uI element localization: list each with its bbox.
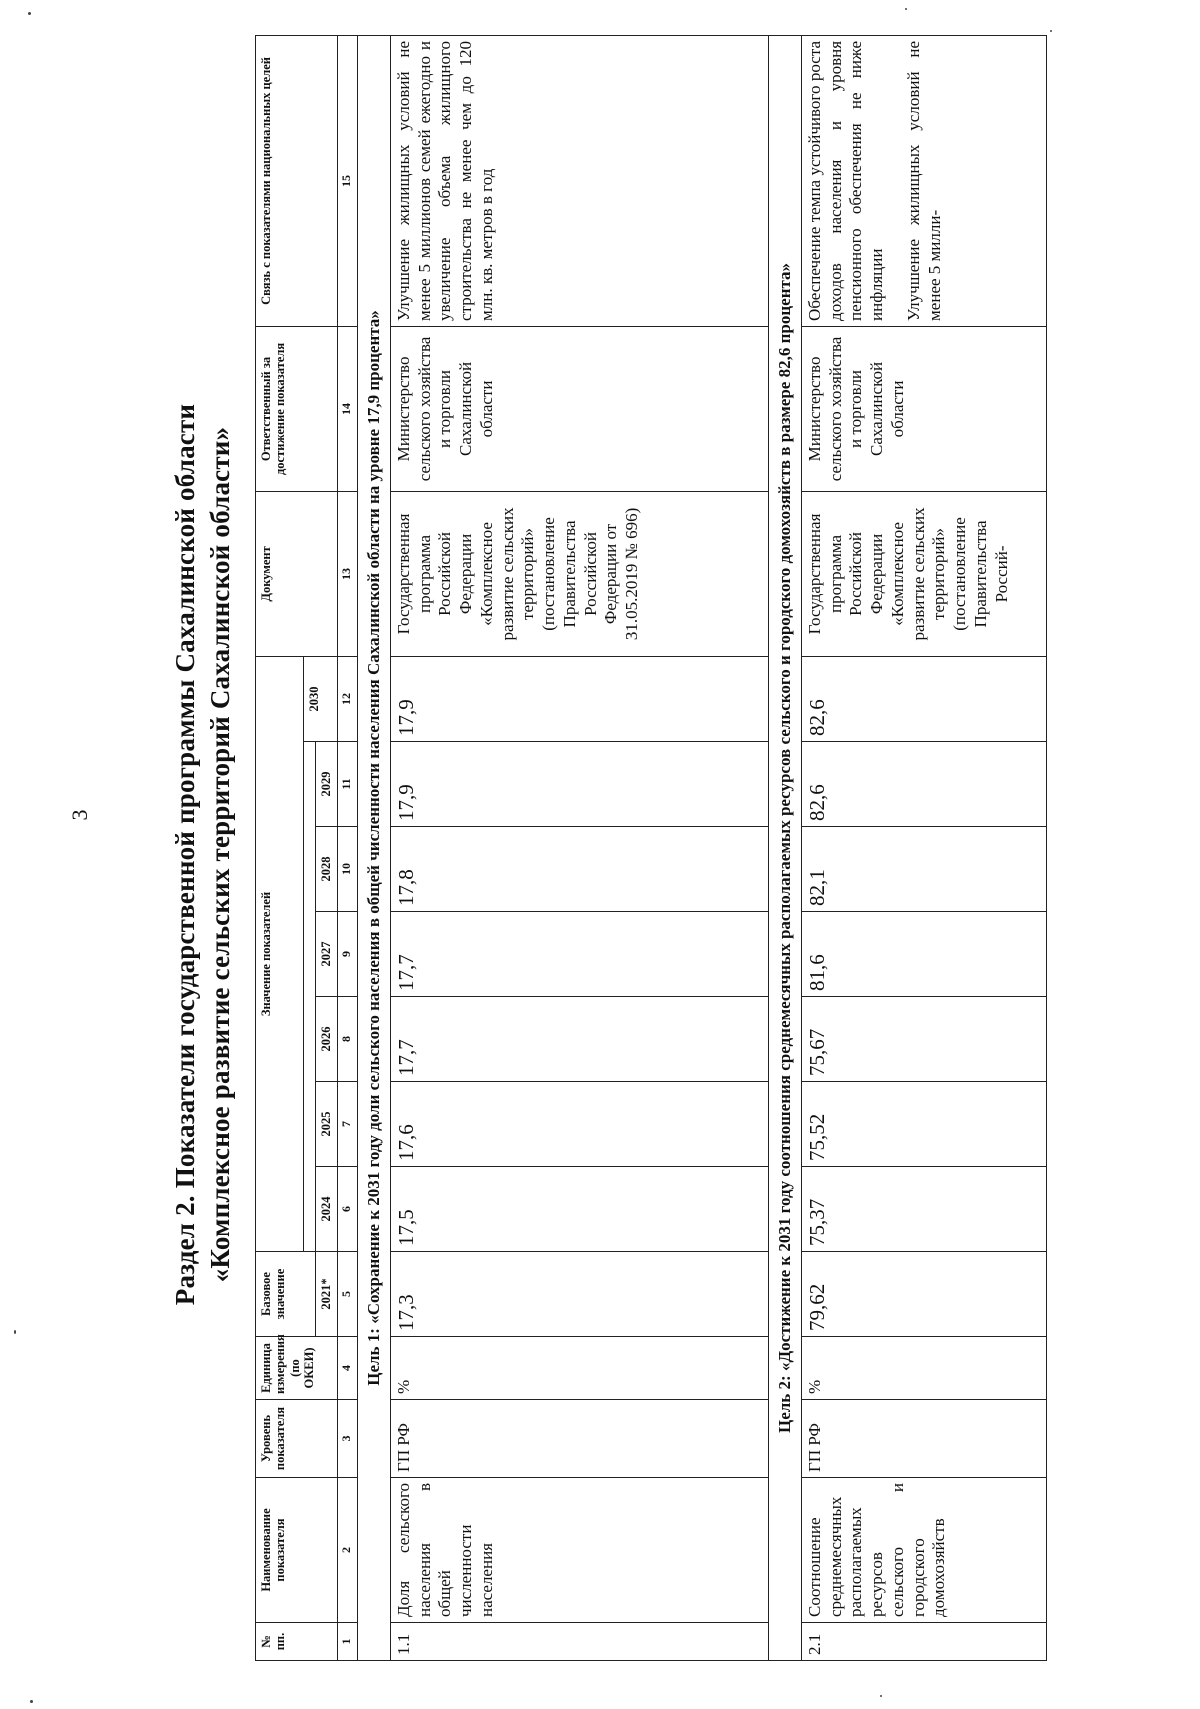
header-document: Документ	[256, 491, 338, 656]
header-year-2025: 2025	[316, 1082, 338, 1167]
value-2030: 17,9	[391, 656, 769, 741]
column-number: 2	[338, 1478, 358, 1623]
value-2027: 17,7	[391, 912, 769, 997]
row-num: 1.1	[391, 1623, 769, 1661]
value-2030: 82,6	[802, 656, 1047, 741]
column-number: 3	[338, 1400, 358, 1478]
table-row	[391, 35, 769, 1660]
indicator-level: ГП РФ	[802, 1400, 1047, 1478]
column-number: 9	[338, 912, 358, 997]
national-goal-link-1: Обеспечение темпа устойчивого роста доходов населения и уровня пенсионного обеспечения не ниже инфляции	[805, 40, 887, 321]
column-number: 10	[338, 827, 358, 912]
indicators-table	[255, 35, 1047, 1661]
responsible: Министерство сельского хозяйства и торговли Сахалинской области	[391, 326, 769, 491]
value-2029: 82,6	[802, 742, 1047, 827]
document: Государственная программа Российской Федерации «Комплексное развитие сельских территорий» (постановление Правительства Россий-	[802, 491, 1047, 656]
indicator-unit: %	[391, 1337, 769, 1400]
header-name: Наименование показателя	[256, 1478, 338, 1623]
header-year-2024: 2024	[316, 1167, 338, 1252]
goal-2-title: Цель 2: «Достижение к 2031 году соотношения среднемесячных располагаемых ресурсов сельского и городского домохозяйств в размере 82,6 процента»	[769, 35, 802, 1660]
base-value: 79,62	[802, 1252, 1047, 1337]
value-2026: 75,67	[802, 997, 1047, 1082]
goal-1-title: Цель 1: «Сохранение к 2031 году доли сельского населения в общей численности населения Сахалинской области на уровне 17,9 процента»	[358, 35, 391, 1660]
row-num: 2.1	[802, 1623, 1047, 1661]
header-unit: Единица измерения (по ОКЕИ)	[256, 1337, 338, 1400]
column-number: 11	[338, 742, 358, 827]
column-number: 5	[338, 1252, 358, 1337]
header-year-2030: 2030	[304, 656, 338, 741]
header-year-2028: 2028	[316, 827, 338, 912]
header-year-2026: 2026	[316, 997, 338, 1082]
column-number: 7	[338, 1082, 358, 1167]
column-number: 12	[338, 656, 358, 741]
table-row	[802, 35, 1047, 1660]
page-number: 3	[67, 809, 92, 821]
column-number: 1	[338, 1623, 358, 1661]
column-number: 6	[338, 1167, 358, 1252]
value-2028: 17,8	[391, 827, 769, 912]
indicator-level: ГП РФ	[391, 1400, 769, 1478]
header-num: № пп.	[256, 1623, 338, 1661]
header-responsible: Ответственный за достижение показателя	[256, 326, 338, 491]
column-number: 13	[338, 491, 358, 656]
header-level: Уровень показателя	[256, 1400, 338, 1478]
value-2025: 75,52	[802, 1082, 1047, 1167]
header-base: Базовое значение	[256, 1252, 316, 1337]
indicator-unit: %	[802, 1337, 1047, 1400]
column-number: 15	[338, 35, 358, 326]
national-goal-link-2: Улучшение жилищных условий не менее 5 милли-	[903, 40, 944, 321]
indicator-name: Доля сельского населения в общей численности населения	[391, 1478, 769, 1623]
value-2029: 17,9	[391, 742, 769, 827]
indicator-name: Соотношение среднемесячных располагаемых ресурсов сельского и городского домохозяйств	[802, 1478, 1047, 1623]
header-year-2027: 2027	[316, 912, 338, 997]
value-2027: 81,6	[802, 912, 1047, 997]
value-2025: 17,6	[391, 1082, 769, 1167]
base-value: 17,3	[391, 1252, 769, 1337]
responsible: Министерство сельского хозяйства и торговли Сахалинской области	[802, 326, 1047, 491]
header-values: Значение показателей	[256, 656, 304, 1251]
section-title-line-1: Раздел 2. Показатели государственной программы Сахалинской области	[170, 403, 200, 1306]
column-number: 8	[338, 997, 358, 1082]
national-goal-link	[802, 35, 1047, 326]
value-2028: 82,1	[802, 827, 1047, 912]
value-2026: 17,7	[391, 997, 769, 1082]
header-base-year: 2021*	[316, 1252, 338, 1337]
value-2024: 75,37	[802, 1167, 1047, 1252]
column-number: 14	[338, 326, 358, 491]
document: Государственная программа Российской Федерации «Комплексное развитие сельских территорий» (постановление Правительства Российской Федерации от 31.05.2019 № 696)	[391, 491, 769, 656]
column-number: 4	[338, 1337, 358, 1400]
header-year-2029: 2029	[316, 742, 338, 827]
header-link: Связь с показателями национальных целей	[256, 35, 338, 326]
section-title-line-2: «Комплексное развитие сельских территорий Сахалинской области»	[205, 426, 235, 1283]
value-2024: 17,5	[391, 1167, 769, 1252]
national-goal-link: Улучшение жилищных условий не менее 5 миллионов семей ежегодно и увеличение объема жилищного строительства не менее чем до 120 млн. кв. метров в год	[391, 35, 769, 326]
